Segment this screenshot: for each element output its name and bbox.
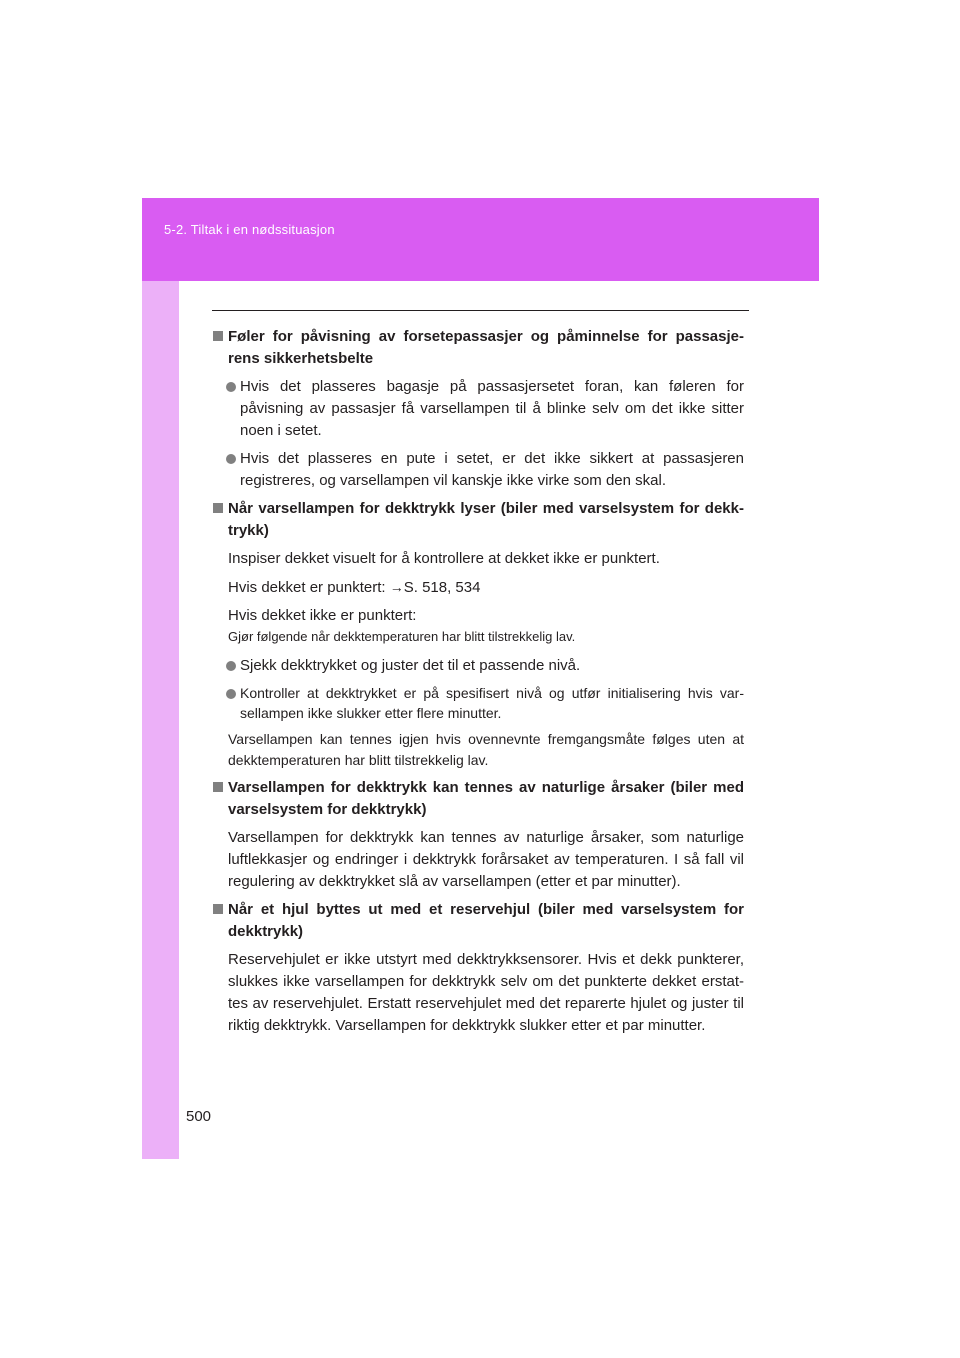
list-item-text: Hvis det plasseres en pute i setet, er det ikke sikkert at passasjeren registreres, og varsellampen vil kanskje ikke virke som den skal. xyxy=(240,450,744,489)
square-bullet-icon xyxy=(213,503,223,513)
section-heading xyxy=(212,326,744,370)
paragraph: Reservehjulet er ikke utstyrt med dekktrykksensorer. Hvis et dekk punkterer, slukkes ikke varsellampen for dekktrykk selv om det punkterte dekket erstat-tes av reservehjulet. Erstatt reservehjulet med det reparerte hjulet og juster til riktig dekktrykk. Varsellampen for dekktrykk slukker etter et par minutter. xyxy=(228,951,744,1034)
list-item xyxy=(212,376,744,442)
circle-bullet-icon xyxy=(226,454,236,464)
list-item-text: Kontroller at dekktrykket er på spesifisert nivå og utfør initialisering hvis var-sellampen ikke slukker etter flere minutter. xyxy=(240,685,744,721)
page-reference: S. 518, 534 xyxy=(403,579,481,596)
arrow-right-icon: → xyxy=(389,579,404,595)
paragraph: Hvis dekket ikke er punktert: xyxy=(228,607,417,624)
side-strip xyxy=(142,281,179,1159)
list-item-text: Hvis det plasseres bagasje på passasjersetet foran, kan føleren for påvisning av passasjer få varsellampen til å blinke selv om det ikke sitter noen i setet. xyxy=(240,378,744,439)
list-item xyxy=(212,683,744,723)
paragraph-text: Hvis dekket er punktert: xyxy=(228,579,390,596)
circle-bullet-icon xyxy=(226,689,236,699)
heading-text: Når et hjul byttes ut med et reservehjul (biler med varselsystem for dekktrykk) xyxy=(228,901,744,940)
section-heading xyxy=(212,899,744,943)
square-bullet-icon xyxy=(213,331,223,341)
heading-text: Varsellampen for dekktrykk kan tennes av naturlige årsaker (biler med varselsystem for dekktrykk) xyxy=(228,779,744,818)
circle-bullet-icon xyxy=(226,382,236,392)
paragraph xyxy=(212,576,744,599)
section-heading xyxy=(212,777,744,821)
section-header-band xyxy=(142,198,819,281)
heading-text: Føler for påvisning av forsetepassasjer og påminnelse for passasje-rens sikkerhetsbelte xyxy=(228,328,744,367)
paragraph: Varsellampen for dekktrykk kan tennes av naturlige årsaker, som naturlige luftlekkasjer og endringer i dekktrykk forårsaket av temperaturen. I så fall vil regulering av dekktrykket slå av varsellampen (etter et par minutter). xyxy=(228,829,744,890)
paragraph: Varsellampen kan tennes igjen hvis ovennevnte fremgangsmåte følges uten at dekktemperaturen har blitt tilstrekkelig lav. xyxy=(228,731,744,768)
heading-text: Når varsellampen for dekktrykk lyser (biler med varselsystem for dekk-trykk) xyxy=(228,500,744,539)
list-item xyxy=(212,448,744,492)
paragraph-small: Gjør følgende når dekktemperaturen har blitt tilstrekkelig lav. xyxy=(228,629,576,644)
square-bullet-icon xyxy=(213,782,223,792)
paragraph: Inspiser dekket visuelt for å kontrollere at dekket ikke er punktert. xyxy=(228,550,660,567)
square-bullet-icon xyxy=(213,904,223,914)
list-item-text: Sjekk dekktrykket og juster det til et passende nivå. xyxy=(240,657,581,674)
circle-bullet-icon xyxy=(226,661,236,671)
page-number: 500 xyxy=(186,1108,212,1125)
list-item xyxy=(212,655,744,677)
page-content xyxy=(212,326,744,1037)
top-rule xyxy=(212,310,749,311)
section-title: 5-2. Tiltak i en nødssituasjon xyxy=(164,222,335,237)
section-heading xyxy=(212,498,744,542)
